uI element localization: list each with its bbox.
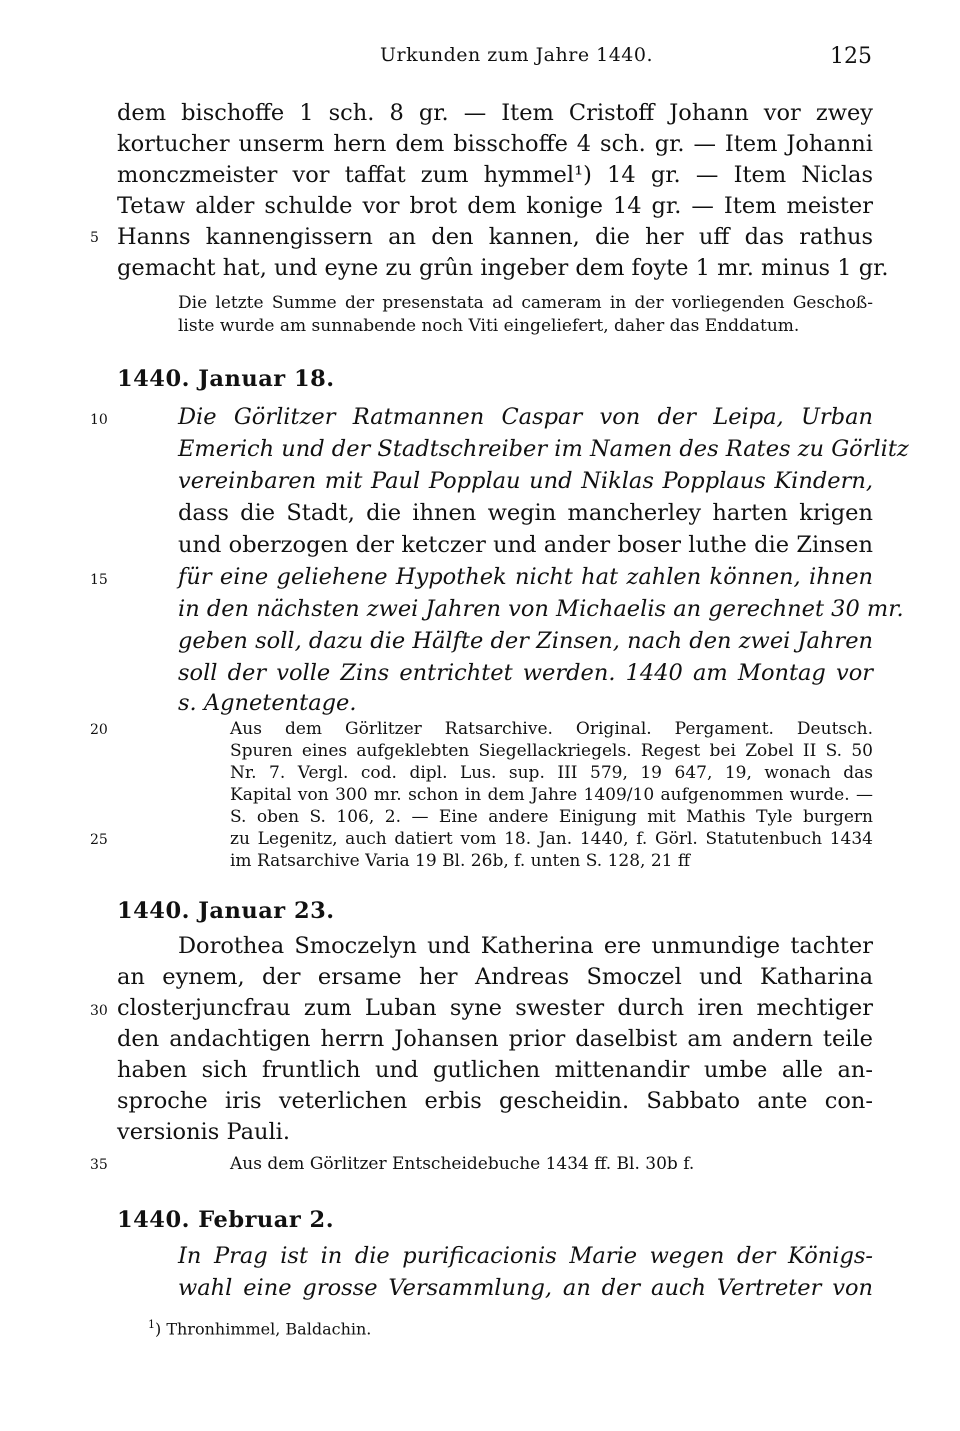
footnote	[148, 1318, 371, 1338]
text-line: Hanns kannengissern an den kannen, die her uff das rathus	[117, 224, 873, 250]
margin-line-number: 15	[90, 572, 108, 588]
regest-line: geben soll, dazu die Hälfte der Zinsen, nach den zwei Jahren	[178, 628, 873, 654]
margin-line-number: 20	[90, 722, 108, 738]
text-line: dem bischoffe 1 sch. 8 gr. — Item Cristoff Johann vor zwey	[117, 100, 873, 126]
source-note-line: S. oben S. 106, 2. — Eine andere Einigung mit Mathis Tyle burgern	[230, 807, 873, 827]
page-number: 125	[830, 44, 872, 69]
source-note-line: Nr. 7. Vergl. cod. dipl. Lus. sup. III 579, 19 647, 19, wonach das	[230, 763, 873, 783]
text-line: sproche iris veterlichen erbis gescheidin. Sabbato ante con-	[117, 1088, 873, 1114]
editorial-note-line: Die letzte Summe der presenstata ad cameram in der vorliegenden Geschoß-	[178, 293, 873, 313]
regest-line: und oberzogen der ketczer und ander boser luthe die Zinsen	[178, 532, 873, 558]
source-note-line: im Ratsarchive Varia 19 Bl. 26b, f. unten S. 128, 21 ff	[230, 851, 690, 871]
footnote-mark: 1	[148, 1318, 155, 1331]
source-note-line: zu Legenitz, auch datiert vom 18. Jan. 1440, f. Görl. Statutenbuch 1434	[230, 829, 873, 849]
margin-line-number: 5	[90, 230, 99, 246]
regest-line: soll der volle Zins entrichtet werden. 1440 am Montag vor	[178, 660, 873, 686]
footnote-text: ) Thronhimmel, Baldachin.	[155, 1319, 372, 1339]
regest-line: vereinbaren mit Paul Popplau und Niklas Popplaus Kindern,	[178, 468, 873, 494]
text-line: an eynem, der ersame her Andreas Smoczel und Katharina	[117, 964, 873, 990]
entry-date: 1440. Januar 18.	[117, 366, 335, 392]
source-note-line: Aus dem Görlitzer Ratsarchive. Original. Pergament. Deutsch.	[230, 719, 873, 739]
regest-line: dass die Stadt, die ihnen wegin mancherley harten krigen	[178, 500, 873, 526]
regest-line: In Prag ist in die purificacionis Marie wegen der Königs-	[178, 1243, 873, 1269]
margin-line-number: 30	[90, 1003, 108, 1019]
source-note-line: Kapital von 300 mr. schon in dem Jahre 1409/10 aufgenommen wurde. —	[230, 785, 873, 805]
text-line: Dorothea Smoczelyn und Katherina ere unmundige tachter	[178, 933, 873, 959]
margin-line-number: 25	[90, 832, 108, 848]
text-line: haben sich fruntlich und gutlichen mittenandir umbe alle an-	[117, 1057, 873, 1083]
regest-line: s. Agnetentage.	[178, 690, 357, 716]
editorial-note-line: liste wurde am sunnabende noch Viti eingeliefert, daher das Enddatum.	[178, 316, 800, 336]
text-line: den andachtigen herrn Johansen prior daselbist am andern teile	[117, 1026, 873, 1052]
entry-date: 1440. Januar 23.	[117, 898, 335, 924]
margin-line-number: 35	[90, 1157, 108, 1173]
text-line: versionis Pauli.	[117, 1119, 291, 1145]
text-line: closterjuncfrau zum Luban syne swester durch iren mechtiger	[117, 995, 873, 1021]
source-note-line: Spuren eines aufgeklebten Siegellackriegels. Regest bei Zobel II S. 50	[230, 741, 873, 761]
text-line: gemacht hat, und eyne zu grûn ingeber dem foyte 1 mr. minus 1 gr.	[117, 255, 889, 281]
entry-date: 1440. Februar 2.	[117, 1207, 335, 1233]
regest-line: Die Görlitzer Ratmannen Caspar von der Leipa, Urban	[178, 404, 873, 430]
text-line: Tetaw alder schulde vor brot dem konige 14 gr. — Item meister	[117, 193, 873, 219]
regest-line: Emerich und der Stadtschreiber im Namen des Rates zu Görlitz	[178, 436, 909, 462]
regest-line: in den nächsten zwei Jahren von Michaelis an gerechnet 30 mr.	[178, 596, 904, 622]
text-line: kortucher unserm hern dem bisschoffe 4 sch. gr. — Item Johanni	[117, 131, 873, 157]
regest-line: wahl eine grosse Versammlung, an der auch Vertreter von	[178, 1275, 873, 1301]
margin-line-number: 10	[90, 412, 108, 428]
source-note-line: Aus dem Görlitzer Entscheidebuche 1434 ff. Bl. 30b f.	[230, 1154, 695, 1174]
running-title: Urkunden zum Jahre 1440.	[380, 44, 654, 66]
text-line: monczmeister vor taffat zum hymmel¹) 14 gr. — Item Niclas	[117, 162, 873, 188]
regest-line: für eine geliehene Hypothek nicht hat zahlen können, ihnen	[178, 564, 873, 590]
